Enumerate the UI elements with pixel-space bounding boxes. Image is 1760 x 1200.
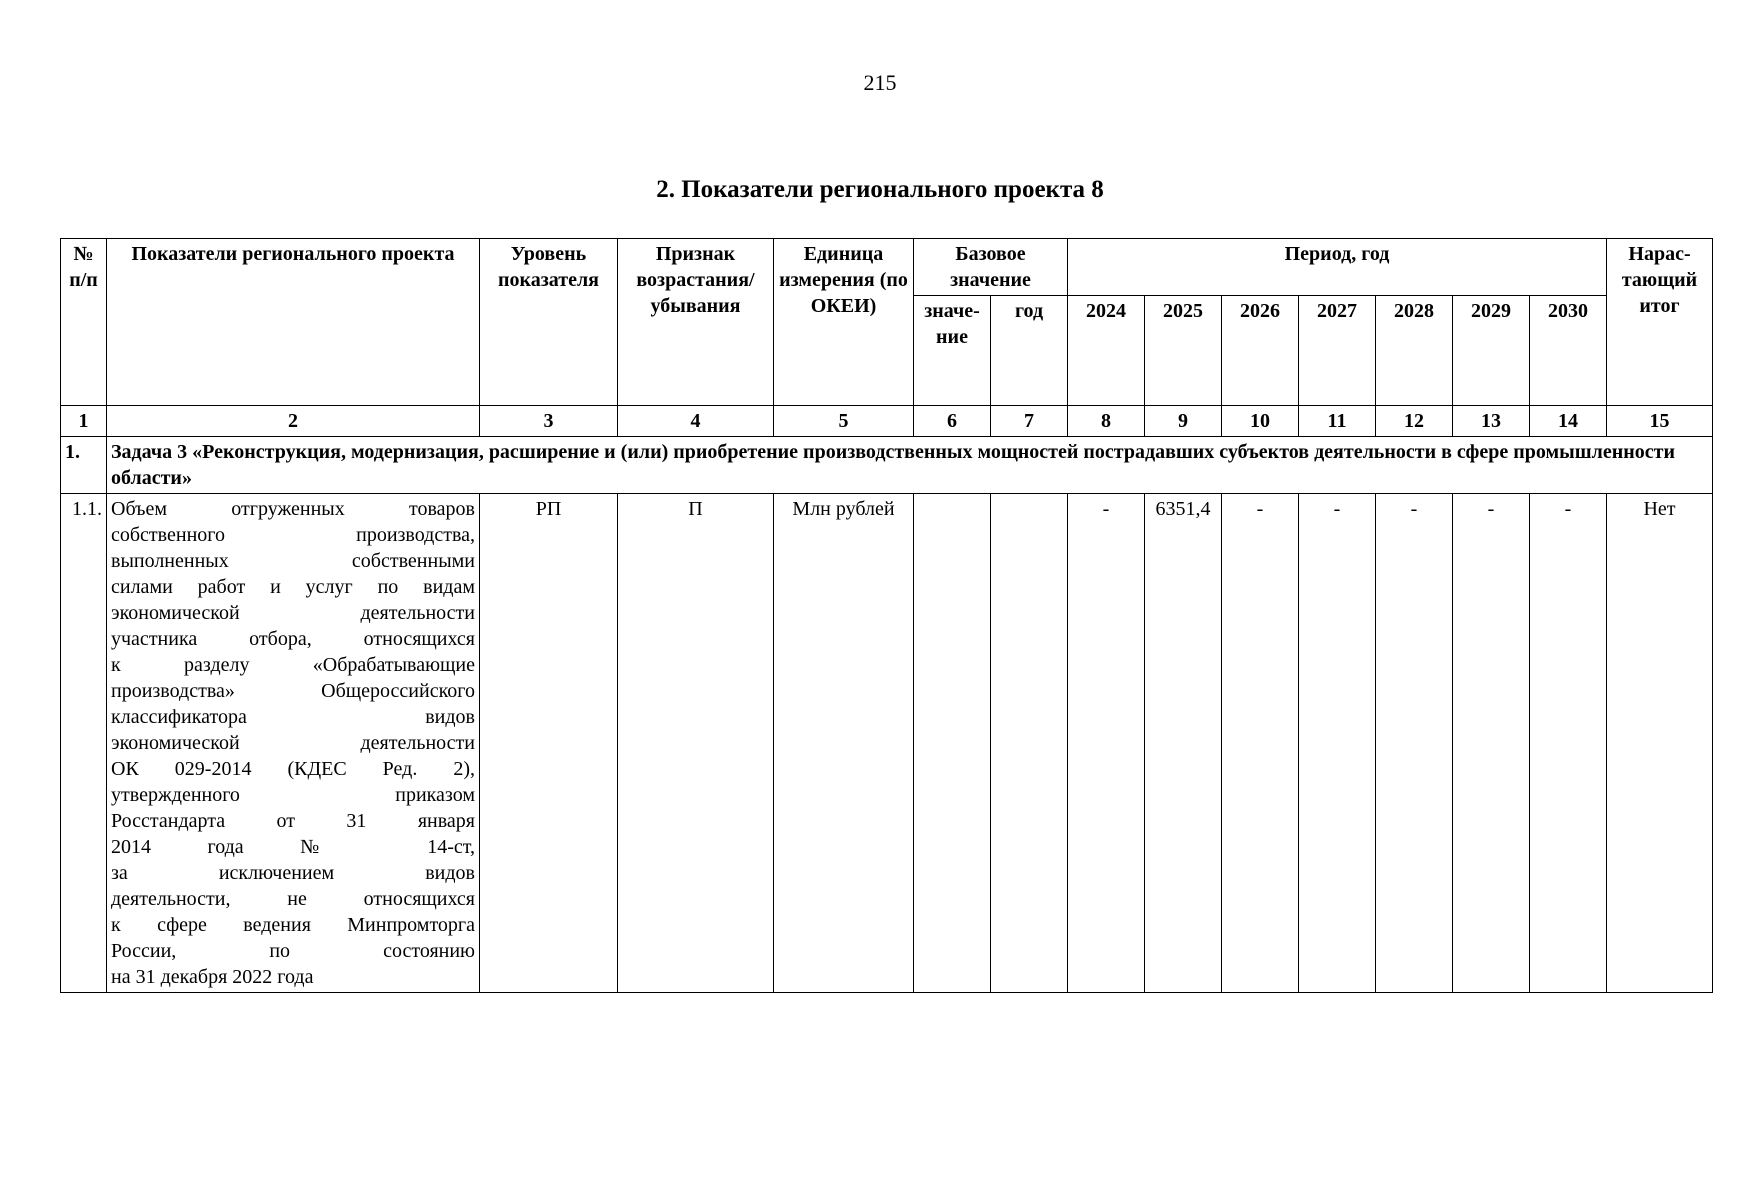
indicator-line: 2014 года № 14-ст, — [111, 836, 475, 858]
table-row — [61, 494, 1713, 993]
value-2026: - — [1222, 494, 1299, 993]
column-number: 2 — [107, 406, 480, 437]
cumulative-total: Нет — [1607, 494, 1713, 993]
header-level: Уровень показателя — [480, 239, 618, 406]
indicator-line: на 31 декабря 2022 года — [111, 966, 314, 988]
column-number: 15 — [1607, 406, 1713, 437]
page-number: 215 — [863, 70, 897, 95]
indicator-line: утвержденного приказом — [111, 784, 475, 806]
indicator-line: экономической деятельности — [111, 602, 475, 624]
indicator-name — [107, 494, 480, 993]
column-number: 7 — [991, 406, 1068, 437]
column-number: 1 — [61, 406, 107, 437]
indicator-level: РП — [480, 494, 618, 993]
value-2029: - — [1453, 494, 1530, 993]
indicator-line: к сфере ведения Минпромторга — [111, 914, 475, 936]
header-base: Базовое значение — [914, 239, 1068, 296]
page-title: 2. Показатели регионального проекта 8 — [656, 176, 1104, 203]
header-indicator: Показатели регионального проекта — [107, 239, 480, 406]
indicator-line: к разделу «Обрабатывающие — [111, 654, 475, 676]
column-number: 13 — [1453, 406, 1530, 437]
base-value — [914, 494, 991, 993]
header-year: 2025 — [1145, 296, 1222, 406]
column-number: 5 — [774, 406, 914, 437]
indicator-line: участника отбора, относящихся — [111, 628, 475, 650]
row-number: 1.1. — [61, 494, 107, 993]
header-year: 2026 — [1222, 296, 1299, 406]
header-year: 2027 — [1299, 296, 1376, 406]
indicator-line: силами работ и услуг по видам — [111, 576, 475, 598]
indicator-line: ОК 029-2014 (КДЕС Ред. 2), — [111, 758, 475, 780]
indicator-line: деятельности, не относящихся — [111, 888, 475, 910]
column-number: 3 — [480, 406, 618, 437]
base-year — [991, 494, 1068, 993]
header-sign: Признак возрастания/ убывания — [618, 239, 774, 406]
header-year: 2028 — [1376, 296, 1453, 406]
value-2027: - — [1299, 494, 1376, 993]
indicator-line: Росстандарта от 31 января — [111, 810, 475, 832]
indicator-line: Объем отгруженных товаров — [111, 498, 475, 520]
indicator-unit: Млн рублей — [774, 494, 914, 993]
header-unit: Единица измерения (по ОКЕИ) — [774, 239, 914, 406]
task-row — [61, 437, 1713, 494]
column-number: 6 — [914, 406, 991, 437]
header-base-value: значе-ние — [914, 296, 991, 406]
value-2025: 6351,4 — [1145, 494, 1222, 993]
column-number: 9 — [1145, 406, 1222, 437]
column-number: 11 — [1299, 406, 1376, 437]
column-number: 10 — [1222, 406, 1299, 437]
column-number: 8 — [1068, 406, 1145, 437]
indicators-table — [60, 238, 1713, 993]
header-year: 2029 — [1453, 296, 1530, 406]
header-year: 2030 — [1530, 296, 1607, 406]
value-2028: - — [1376, 494, 1453, 993]
header-base-year: год — [991, 296, 1068, 406]
indicator-line: собственного производства, — [111, 524, 475, 546]
task-number: 1. — [61, 437, 107, 494]
indicator-line: за исключением видов — [111, 862, 475, 884]
header-cumulative: Нарас-тающий итог — [1607, 239, 1713, 406]
header-num: № п/п — [61, 239, 107, 406]
header-period: Период, год — [1068, 239, 1607, 296]
value-2024: - — [1068, 494, 1145, 993]
indicator-line: России, по состоянию — [111, 940, 475, 962]
column-number: 4 — [618, 406, 774, 437]
header-year: 2024 — [1068, 296, 1145, 406]
indicator-sign: П — [618, 494, 774, 993]
task-text: Задача 3 «Реконструкция, модернизация, расширение и (или) приобретение производственных мощностей пострадавших субъектов деятельности в сфере промышленности области» — [107, 437, 1713, 494]
indicator-line: экономической деятельности — [111, 732, 475, 754]
indicator-line: классификатора видов — [111, 706, 475, 728]
column-number: 14 — [1530, 406, 1607, 437]
column-number: 12 — [1376, 406, 1453, 437]
indicator-line: выполненных собственными — [111, 550, 475, 572]
value-2030: - — [1530, 494, 1607, 993]
indicator-line: производства» Общероссийского — [111, 680, 475, 702]
